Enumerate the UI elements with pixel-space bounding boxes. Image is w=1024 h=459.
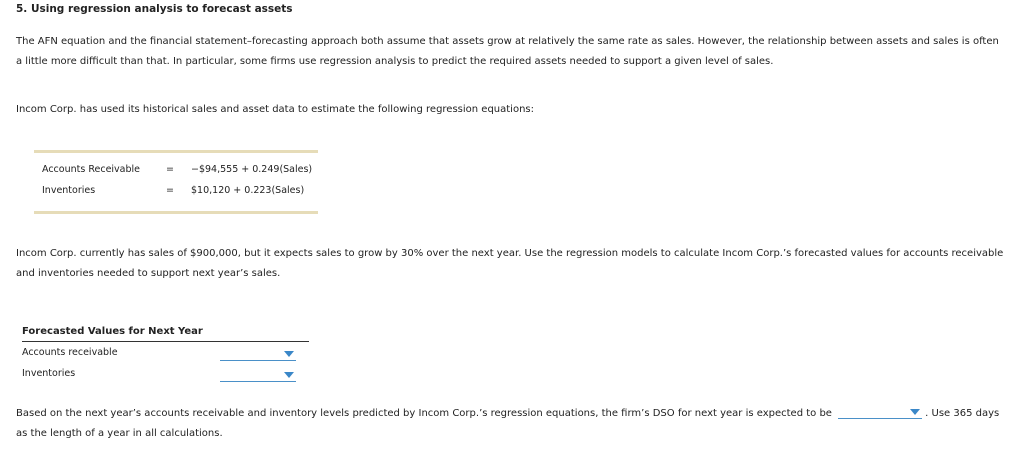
forecast-row-inventories: [22, 363, 309, 384]
forecast-row-label: Inventories: [22, 368, 76, 379]
regression-intro-paragraph: Incom Corp. has used its historical sales and asset data to estimate the following regression equations:: [16, 104, 534, 115]
equation-label: Inventories: [42, 185, 96, 196]
equals-sign: =: [166, 164, 174, 175]
forecast-row-label: Accounts receivable: [22, 347, 118, 358]
dso-text-before: Based on the next year’s accounts receivable and inventory levels predicted by Incom Corp.’s regression equations, the firm’s DSO for next year is expected to be: [16, 408, 832, 419]
forecast-table: [22, 323, 309, 384]
forecast-row-accounts-receivable: [22, 342, 309, 363]
intro-paragraph: The AFN equation and the financial statement–forecasting approach both assume that assets grow at relatively the same rate as sales. However, the relationship between assets and sales is often a little more difficult than that. In particular, some firms use regression analysis to predict the required assets needed to support a given level of sales.: [16, 36, 999, 67]
inventories-dropdown[interactable]: [220, 367, 296, 382]
dso-dropdown[interactable]: [838, 405, 922, 419]
equation-label: Accounts Receivable: [42, 164, 141, 175]
equation-formula: −$94,555 + 0.249(Sales): [191, 164, 313, 175]
question-title: 5. Using regression analysis to forecast assets: [16, 3, 293, 15]
regression-equations-box: [34, 150, 318, 214]
equals-sign: =: [166, 185, 174, 196]
instructions-paragraph: Incom Corp. currently has sales of $900,000, but it expects sales to grow by 30% over the next year. Use the regression models to calculate Incom Corp.’s forecasted values for accounts receivable and inventories needed to support next year’s sales.: [16, 248, 1004, 279]
accounts-receivable-dropdown[interactable]: [220, 346, 296, 361]
dso-text-after: . Use 365 days as the length of a year in all calculations.: [16, 408, 1000, 439]
forecast-table-header: Forecasted Values for Next Year: [22, 323, 309, 342]
equation-formula: $10,120 + 0.223(Sales): [191, 185, 305, 196]
chevron-down-icon: [910, 409, 920, 415]
chevron-down-icon: [284, 372, 294, 378]
chevron-down-icon: [284, 351, 294, 357]
dso-paragraph: [16, 404, 1006, 444]
